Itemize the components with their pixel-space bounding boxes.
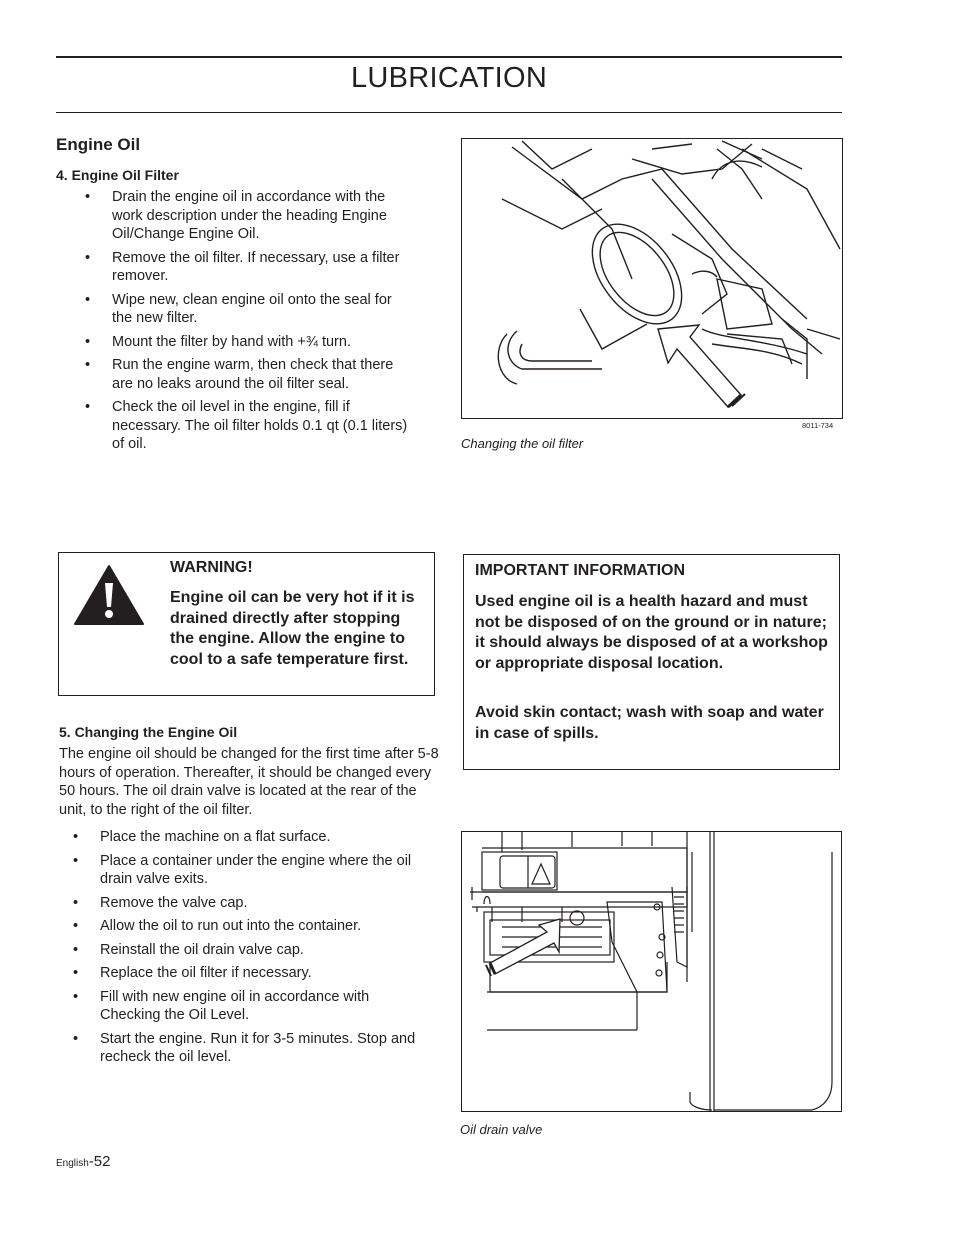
footer-language: English xyxy=(56,1158,89,1169)
warning-text: Engine oil can be very hot if it is drained directly after stopping the engine. Allow the engine to cool to a safe temperature first. xyxy=(170,589,415,668)
warning-box xyxy=(58,552,435,696)
list-item: • Place a container under the engine where the oil drain valve exits. xyxy=(73,852,412,887)
figure-caption: Changing the oil filter xyxy=(461,436,584,451)
list-item: • Allow the oil to run out into the container. xyxy=(73,918,362,934)
page-number: -52 xyxy=(88,1153,111,1170)
section-heading: Engine Oil xyxy=(56,135,141,154)
title-rule xyxy=(56,112,842,113)
oil-filter-figure xyxy=(461,138,843,419)
list-item: • Check the oil level in the engine, fill if necessary. The oil filter holds 0.1 qt (0.1 liters) of oil. xyxy=(85,399,408,452)
list-item: • Run the engine warm, then check that there are no leaks around the oil filter seal. xyxy=(85,357,394,392)
filter-steps-list xyxy=(85,188,415,459)
warning-icon xyxy=(73,563,145,632)
oil-filter-illustration xyxy=(462,139,842,418)
figure-caption: Oil drain valve xyxy=(460,1122,543,1137)
list-item: • Start the engine. Run it for 3-5 minutes. Stop and recheck the oil level. xyxy=(73,1030,416,1065)
oil-drain-figure xyxy=(461,831,842,1112)
list-item: • Drain the engine oil in accordance with the work description under the heading Engine Oil/Change Engine Oil. xyxy=(85,189,387,242)
list-item: • Remove the valve cap. xyxy=(73,894,248,911)
list-item: • Wipe new, clean engine oil onto the seal for the new filter. xyxy=(85,291,392,326)
top-rule xyxy=(56,56,842,58)
list-item: • Mount the filter by hand with +¾ turn. xyxy=(85,333,351,350)
list-item: • Fill with new engine oil in accordance with Checking the Oil Level. xyxy=(73,988,370,1023)
important-info-box xyxy=(463,554,840,770)
page-title: LUBRICATION xyxy=(350,62,548,94)
list-item: • Reinstall the oil drain valve cap. xyxy=(73,941,304,958)
list-item: • Replace the oil filter if necessary. xyxy=(73,965,312,981)
change-oil-steps-list xyxy=(73,828,418,1072)
oil-drain-illustration xyxy=(462,832,841,1111)
filter-subheading: 4. Engine Oil Filter xyxy=(56,167,179,183)
change-oil-subheading: 5. Changing the Engine Oil xyxy=(59,724,238,740)
important-text: Used engine oil is a health hazard and must not be disposed of on the ground or in nature; it should always be disposed of at a workshop or appropriate disposal location. xyxy=(475,593,828,672)
warning-heading: WARNING! xyxy=(170,559,253,576)
page-footer xyxy=(56,1153,111,1171)
list-item: • Remove the oil filter. If necessary, use a filter remover. xyxy=(85,249,400,284)
important-text: Avoid skin contact; wash with soap and water in case of spills. xyxy=(475,704,824,742)
change-oil-intro: The engine oil should be changed for the first time after 5-8 hours of operation. Thereafter, it should be changed every 50 hours. The oil drain valve is located at the rear of the unit, to the right of the oil filter. xyxy=(59,746,439,818)
list-item: • Place the machine on a flat surface. xyxy=(73,829,331,845)
figure-code: 8011-734 xyxy=(802,421,834,430)
important-heading: IMPORTANT INFORMATION xyxy=(475,562,686,579)
